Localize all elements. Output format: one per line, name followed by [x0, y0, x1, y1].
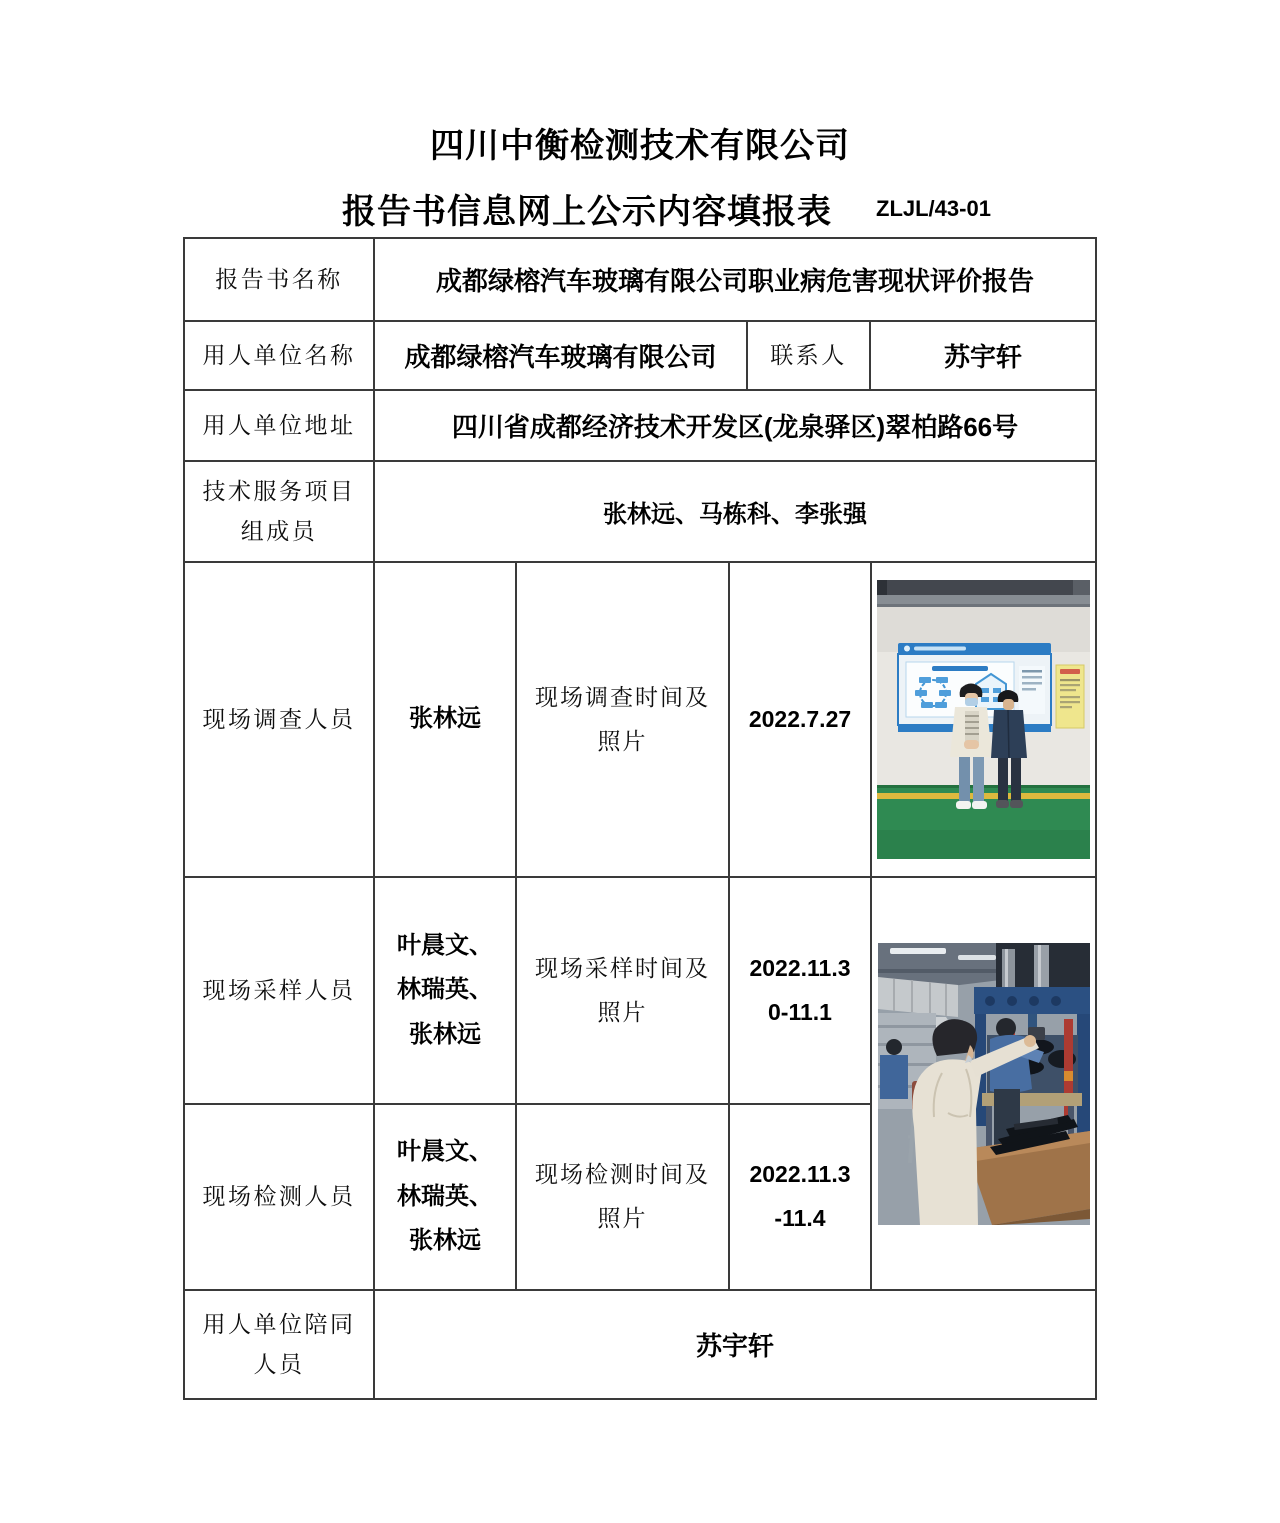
survey-date-value: 2022.7.27 [730, 563, 872, 876]
row-site-sampling [185, 878, 872, 1105]
publicity-form-table [183, 237, 1097, 1400]
testing-personnel-label: 现场检测人员 [185, 1105, 375, 1289]
escort-personnel-value: 苏宇轩 [695, 1331, 774, 1361]
employer-address-label: 用人单位地址 [185, 391, 375, 460]
employer-name-value: 成都绿榕汽车玻璃有限公司 [375, 322, 748, 389]
sampling-time-label: 现场采样时间及照片 [517, 878, 730, 1103]
row-employer-address [185, 391, 1095, 462]
sampling-personnel-label: 现场采样人员 [185, 878, 375, 1103]
employer-address-value: 四川省成都经济技术开发区(龙泉驿区)翠柏路66号 [451, 412, 1019, 442]
escort-personnel-label: 用人单位陪同人员 [185, 1291, 375, 1398]
form-title: 报告书信息网上公示内容填报表 [342, 193, 832, 231]
contact-label: 联系人 [748, 322, 871, 389]
project-team-label: 技术服务项目组成员 [185, 462, 375, 561]
survey-photo-image [877, 580, 1090, 859]
project-team-value: 张林远、马栋科、李张强 [603, 501, 867, 528]
report-name-label: 报告书名称 [185, 239, 375, 320]
sampling-date-value: 2022.11.30-11.1 [730, 878, 872, 1103]
survey-personnel-value: 张林远 [375, 563, 517, 876]
survey-photo [872, 563, 1095, 876]
testing-personnel-value: 叶晨文、林瑞英、张林远 [375, 1105, 517, 1289]
row-project-team [185, 462, 1095, 563]
survey-time-label: 现场调查时间及照片 [517, 563, 730, 876]
testing-time-label: 现场检测时间及照片 [517, 1105, 730, 1289]
contact-value: 苏宇轩 [943, 342, 1022, 372]
survey-personnel-label: 现场调查人员 [185, 563, 375, 876]
sampling-personnel-value: 叶晨文、林瑞英、张林远 [375, 878, 517, 1103]
sampling-testing-photo-cell [872, 878, 1095, 1289]
sampling-testing-photo [872, 878, 1095, 1289]
row-site-testing [185, 1105, 872, 1289]
sampling-testing-photo-image [878, 943, 1090, 1225]
row-employer-name [185, 322, 1095, 391]
sampling-testing-left [185, 878, 872, 1289]
row-report-name [185, 239, 1095, 322]
survey-photo-cell [872, 563, 1095, 876]
form-code: ZLJL/43-01 [876, 196, 991, 221]
row-escort-personnel [185, 1291, 1095, 1398]
company-title: 四川中衡检测技术有限公司 [430, 127, 850, 165]
testing-date-value: 2022.11.3-11.4 [730, 1105, 872, 1289]
rows-sampling-testing [185, 878, 1095, 1291]
row-site-survey [185, 563, 1095, 878]
employer-name-label: 用人单位名称 [185, 322, 375, 389]
report-name-value: 成都绿榕汽车玻璃有限公司职业病危害现状评价报告 [435, 266, 1034, 296]
